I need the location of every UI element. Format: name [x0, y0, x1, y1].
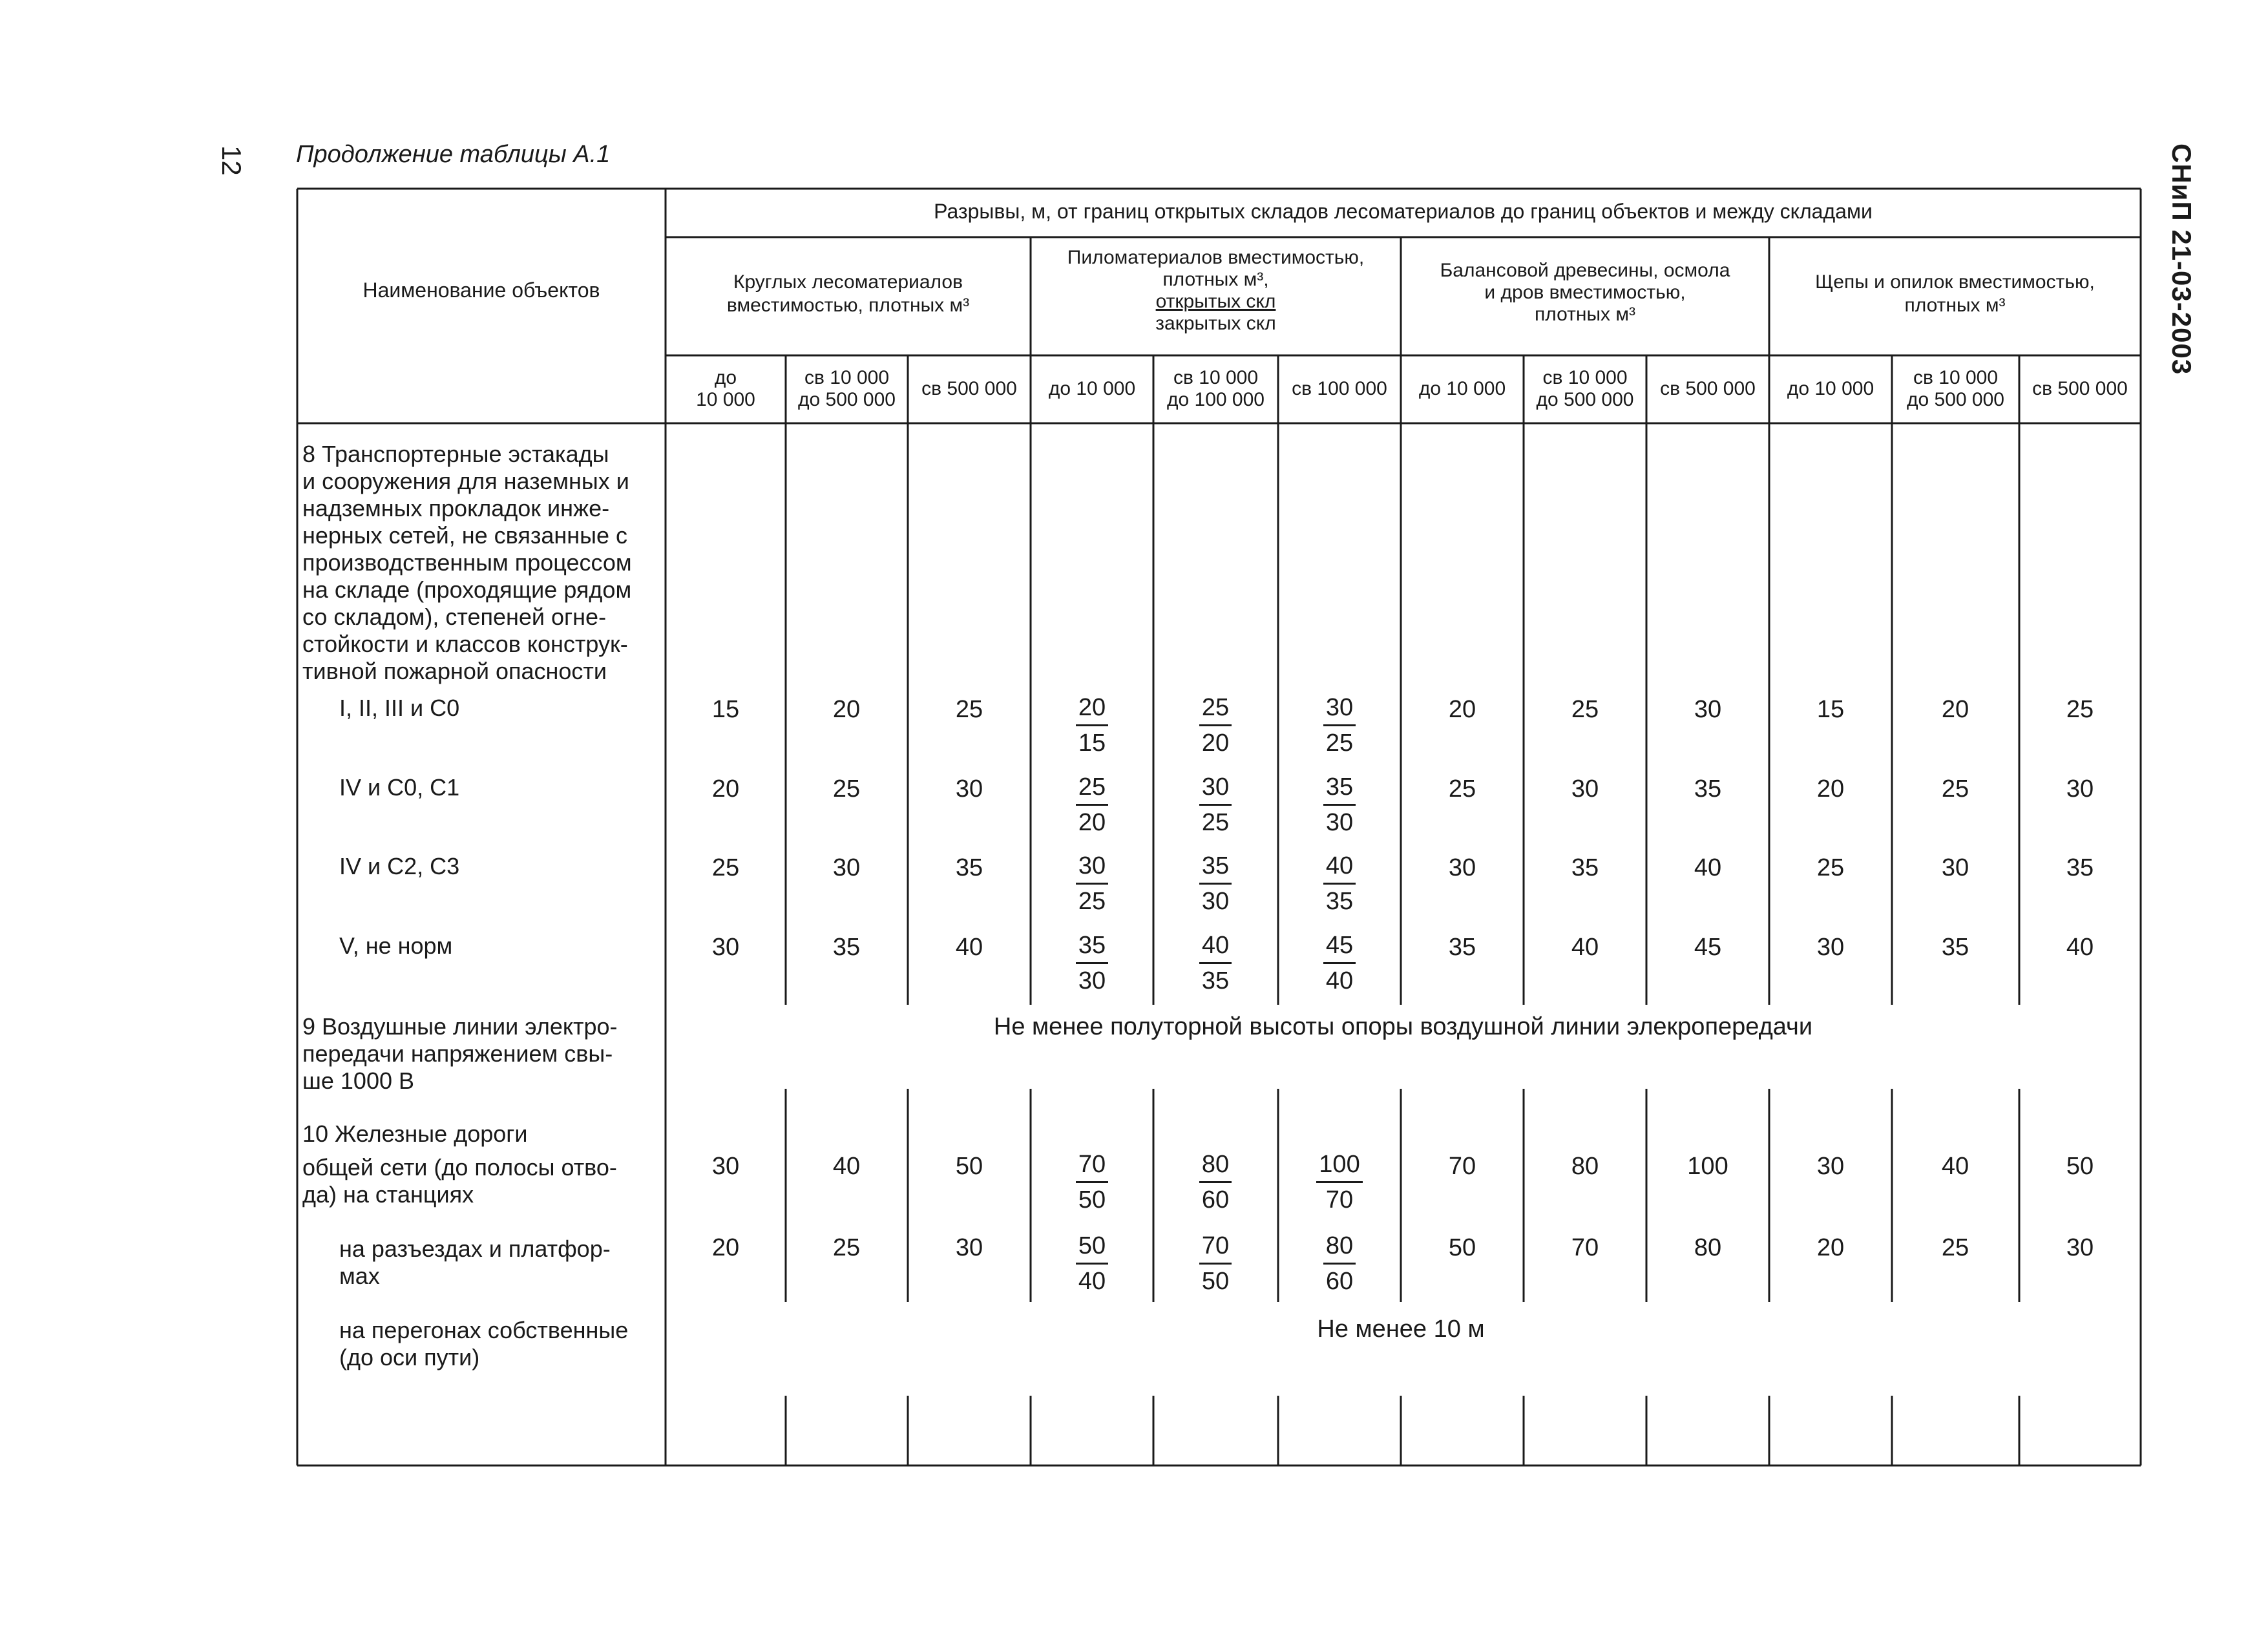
value-cell: 30 [1571, 775, 1599, 803]
fraction-denominator: 70 [1325, 1186, 1354, 1213]
fraction-cell [1177, 1229, 1254, 1298]
fraction-numerator: 45 [1323, 929, 1356, 964]
value-cell: 35 [1694, 775, 1722, 803]
fraction-denominator: 30 [1201, 888, 1230, 915]
value-cell: 50 [2066, 1153, 2094, 1180]
value-cell: 40 [832, 1153, 861, 1180]
fraction-denominator: 30 [1325, 809, 1354, 836]
fraction-denominator: 20 [1201, 730, 1230, 757]
value-cell: 30 [832, 854, 861, 881]
fraction-numerator: 35 [1076, 929, 1108, 964]
row-8-sub-label: V, не норм [339, 932, 453, 959]
header-name-column: Наименование объектов [362, 278, 600, 302]
fraction-numerator: 25 [1076, 770, 1108, 806]
value-cell: 70 [1448, 1153, 1476, 1180]
value-cell: 25 [832, 775, 861, 803]
fraction-denominator: 30 [1078, 967, 1106, 994]
value-cell: 70 [1571, 1234, 1599, 1261]
row-8-sub-label: I, II, III и С0 [339, 695, 460, 721]
fraction-cell [1053, 849, 1131, 918]
fraction-cell [1301, 770, 1378, 839]
fraction-numerator: 30 [1076, 849, 1108, 885]
fraction-denominator: 40 [1078, 1268, 1106, 1295]
fraction-cell [1301, 929, 1378, 998]
fraction-numerator: 30 [1323, 691, 1356, 726]
value-cell: 80 [1571, 1153, 1599, 1180]
value-cell: 40 [2066, 934, 2094, 961]
value-cell: 40 [1694, 854, 1722, 881]
row-10-title: 10 Железные дороги [302, 1120, 528, 1147]
value-cell: 80 [1694, 1234, 1722, 1261]
fraction-cell [1177, 929, 1254, 998]
value-cell: 20 [1816, 1234, 1845, 1261]
table-caption: Продолжение таблицы А.1 [296, 141, 611, 168]
fraction-cell [1053, 1229, 1131, 1298]
fraction-cell [1301, 691, 1378, 760]
value-cell: 35 [1448, 934, 1476, 961]
value-cell: 20 [1816, 775, 1845, 803]
value-cell: 25 [1941, 775, 1969, 803]
fraction-cell [1177, 691, 1254, 760]
value-cell: 50 [955, 1153, 983, 1180]
fraction-numerator: 35 [1323, 770, 1356, 806]
row-8-sub-label: IV и С0, С1 [339, 774, 460, 801]
value-cell: 20 [832, 696, 861, 723]
value-cell: 25 [1941, 1234, 1969, 1261]
row-9-merged-value: Не менее полуторной высоты опоры воздушной линии элекропередачи [993, 1013, 1813, 1040]
fraction-numerator: 70 [1199, 1229, 1232, 1265]
fraction-cell [1301, 849, 1378, 918]
header-span-title: Разрывы, м, от границ открытых складов лесоматериалов до границ объектов и между складами [934, 200, 1873, 223]
fraction-cell [1301, 1229, 1378, 1298]
fraction-denominator: 20 [1078, 809, 1106, 836]
fraction-denominator: 35 [1325, 888, 1354, 915]
value-cell: 30 [1941, 854, 1969, 881]
fraction-cell [1053, 691, 1131, 760]
fraction-numerator: 25 [1199, 691, 1232, 726]
value-cell: 30 [2066, 1234, 2094, 1261]
fraction-numerator: 80 [1323, 1229, 1356, 1265]
value-cell: 35 [2066, 854, 2094, 881]
fraction-denominator: 25 [1078, 888, 1106, 915]
fraction-cell [1177, 849, 1254, 918]
value-cell: 100 [1687, 1153, 1728, 1180]
fraction-numerator: 30 [1199, 770, 1232, 806]
fraction-denominator: 25 [1325, 730, 1354, 757]
fraction-denominator: 50 [1078, 1186, 1106, 1213]
value-cell: 40 [955, 934, 983, 961]
value-cell: 20 [1941, 696, 1969, 723]
fraction-numerator: 50 [1076, 1229, 1108, 1265]
value-cell: 30 [711, 1153, 740, 1180]
value-cell: 35 [955, 854, 983, 881]
fraction-denominator: 25 [1201, 809, 1230, 836]
value-cell: 35 [1941, 934, 1969, 961]
fraction-cell [1053, 1148, 1131, 1217]
value-cell: 30 [955, 775, 983, 803]
value-cell: 15 [711, 696, 740, 723]
value-cell: 30 [1694, 696, 1722, 723]
row-8-sub-label: IV и С2, С3 [339, 853, 460, 879]
value-cell: 30 [1816, 934, 1845, 961]
fraction-cell [1053, 929, 1131, 998]
value-cell: 25 [832, 1234, 861, 1261]
fraction-numerator: 40 [1199, 929, 1232, 964]
value-cell: 25 [1816, 854, 1845, 881]
fraction-cell [1177, 1148, 1254, 1217]
fraction-numerator: 100 [1316, 1148, 1362, 1183]
fraction-numerator: 40 [1323, 849, 1356, 885]
fraction-numerator: 35 [1199, 849, 1232, 885]
value-cell: 40 [1941, 1153, 1969, 1180]
value-cell: 20 [711, 1234, 740, 1261]
value-cell: 25 [2066, 696, 2094, 723]
fraction-cell [1301, 1148, 1378, 1217]
value-cell: 25 [955, 696, 983, 723]
document-code: СНиП 21-03-2003 [2167, 143, 2197, 375]
value-cell: 40 [1571, 934, 1599, 961]
fraction-denominator: 40 [1325, 967, 1354, 994]
value-cell: 15 [1816, 696, 1845, 723]
value-cell: 50 [1448, 1234, 1476, 1261]
value-cell: 25 [711, 854, 740, 881]
value-cell: 20 [711, 775, 740, 803]
value-cell: 35 [832, 934, 861, 961]
value-cell: 30 [711, 934, 740, 961]
value-cell: 30 [1448, 854, 1476, 881]
fraction-denominator: 35 [1201, 967, 1230, 994]
fraction-cell [1053, 770, 1131, 839]
value-cell: 20 [1448, 696, 1476, 723]
value-cell: 30 [1816, 1153, 1845, 1180]
fraction-numerator: 20 [1076, 691, 1108, 726]
value-cell: 45 [1694, 934, 1722, 961]
page-number: 12 [216, 145, 247, 176]
fraction-cell [1177, 770, 1254, 839]
value-cell: 35 [1571, 854, 1599, 881]
fraction-denominator: 15 [1078, 730, 1106, 757]
fraction-numerator: 80 [1199, 1148, 1232, 1183]
fraction-denominator: 60 [1325, 1268, 1354, 1295]
value-cell: 30 [2066, 775, 2094, 803]
fraction-numerator: 70 [1076, 1148, 1108, 1183]
value-cell: 30 [955, 1234, 983, 1261]
fraction-denominator: 50 [1201, 1268, 1230, 1295]
value-cell: 25 [1448, 775, 1476, 803]
value-cell: 25 [1571, 696, 1599, 723]
fraction-denominator: 60 [1201, 1186, 1230, 1213]
row-10c-merged-value: Не менее 10 м [1317, 1316, 1485, 1343]
